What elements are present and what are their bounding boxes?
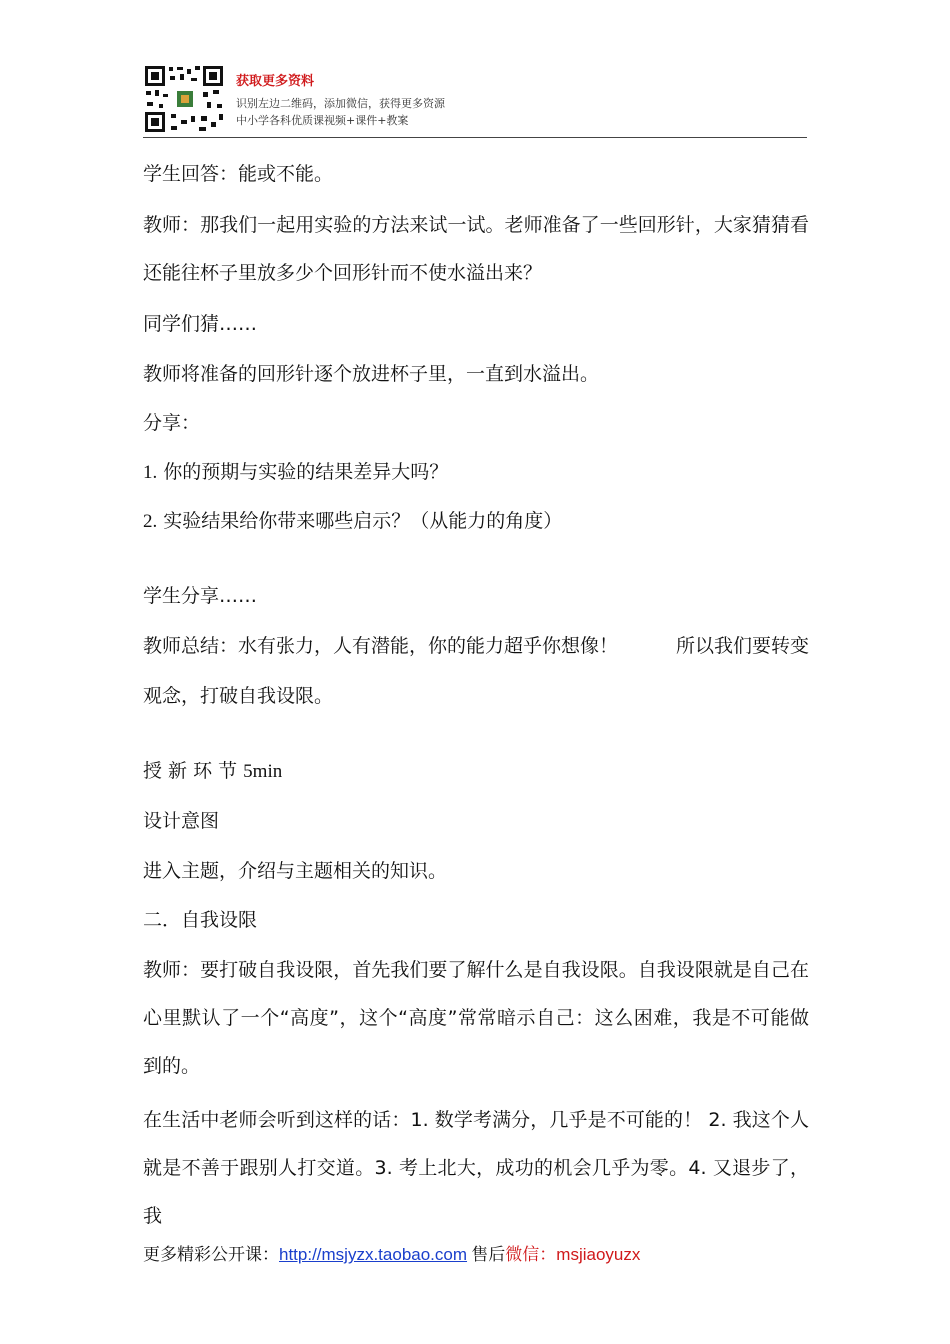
section-title: 授 新 环 节 — [143, 760, 238, 782]
paragraph-share-label: 分享： — [143, 412, 201, 434]
summary-text-right: 所以我们要转变 — [675, 635, 809, 657]
paragraph-student-answer: 学生回答：能或不能。 — [143, 163, 334, 185]
footer-link[interactable]: http://msjyzx.taobao.com — [279, 1245, 468, 1264]
paragraph-self-limit-definition: 教师：要打破自我设限，首先我们要了解什么是自我设限。自我设限就是自己在心里默认了一个“高度”，这个“高度”常常暗示自己：这么困难，我是不可能做到的。 — [143, 959, 809, 1077]
footer-wechat-id: msjiaoyuzx — [556, 1245, 641, 1264]
footer-middle: 售后 — [467, 1245, 506, 1264]
question-1-number: 1. — [143, 462, 158, 483]
paragraph-teacher-action: 教师将准备的回形针逐个放进杯子里，一直到水溢出。 — [143, 363, 600, 385]
paragraph-teacher-summary-line2: 观念，打破自我设限。 — [143, 685, 334, 707]
section-time: 5min — [243, 761, 283, 782]
paragraph-teacher-summary-line1 — [143, 623, 809, 670]
qr-code-icon — [143, 64, 225, 134]
header-subtitle-line2: 中小学各科优质课视频+课件+教案 — [236, 114, 409, 127]
header-divider — [143, 137, 807, 138]
question-1 — [143, 449, 809, 496]
design-intent-text: 进入主题，介绍与主题相关的知识。 — [143, 860, 448, 882]
header-title: 获取更多资料 — [236, 74, 315, 89]
question-2-text: 实验结果给你带来哪些启示？（从能力的角度） — [163, 510, 563, 532]
question-2-number: 2. — [143, 511, 158, 532]
page-header — [143, 64, 807, 140]
footer-prefix: 更多精彩公开课： — [143, 1245, 279, 1264]
header-subtitle-line1: 识别左边二维码，添加微信，获得更多资源 — [236, 97, 445, 110]
design-intent-label: 设计意图 — [143, 810, 220, 832]
page-footer — [143, 1240, 640, 1265]
paragraph-common-sayings: 在生活中老师会听到这样的话：1. 数学考满分，几乎是不可能的！ 2. 我这个人就是不善于跟别人打交道。3. 考上北大，成功的机会几乎为零。4. 又退步了，我 — [143, 1109, 809, 1227]
sub-heading-self-limit: 二．自我设限 — [143, 909, 258, 931]
summary-text-left: 教师总结：水有张力，人有潜能，你的能力超乎你想像！ — [143, 635, 619, 657]
section-heading — [143, 748, 809, 795]
paragraph-students-guess: 同学们猜…… — [143, 313, 258, 335]
paragraph-teacher-experiment: 教师：那我们一起用实验的方法来试一试。老师准备了一些回形针，大家猜猜看还能往杯子里放多少个回形针而不使水溢出来？ — [143, 214, 809, 284]
paragraph-student-share: 学生分享…… — [143, 585, 258, 607]
footer-wechat-label: 微信： — [505, 1245, 557, 1264]
question-1-text: 你的预期与实验的结果差异大吗？ — [163, 461, 449, 483]
question-2 — [143, 498, 809, 545]
